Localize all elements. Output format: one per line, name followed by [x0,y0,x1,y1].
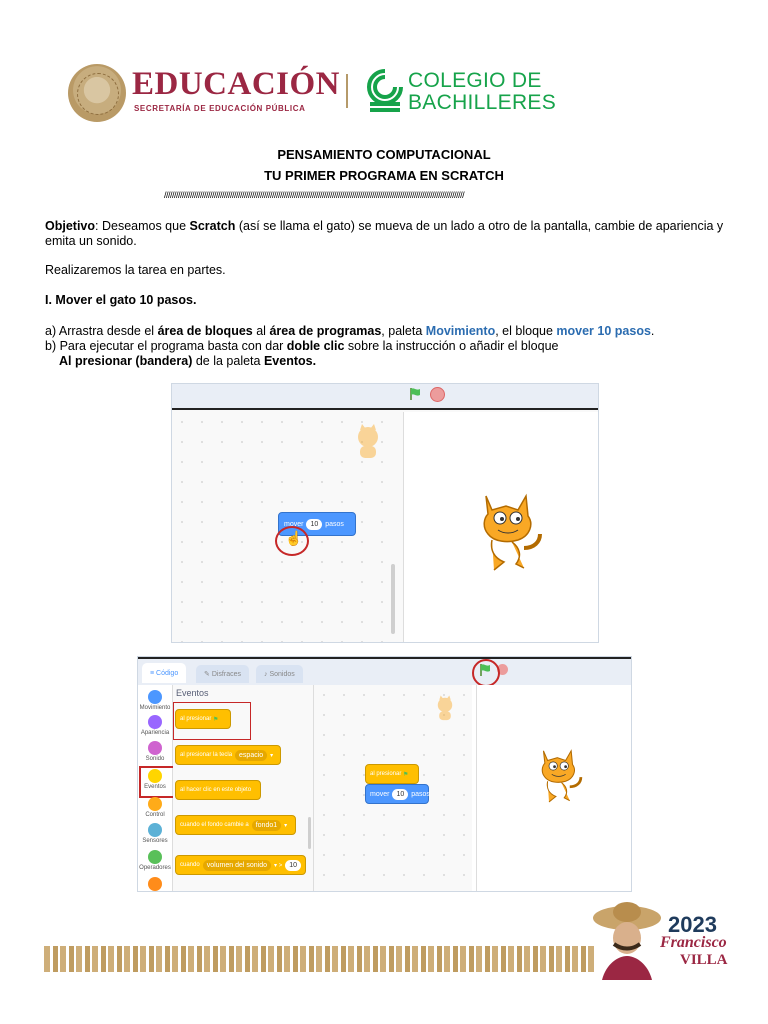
tab-sonidos[interactable]: ♪ Sonidos [256,665,303,683]
slash-separator: ////////////////////////////////////////////////////////////////////////////////////////////////////////////////////////////////////////////////////// [164,190,465,200]
tab-disfraces[interactable]: ✎ Disfraces [196,665,249,683]
event-block-fondo[interactable]: cuando el fondo cambie a fondo1 ▾ [175,815,296,835]
category-control-dot[interactable] [148,797,162,811]
script-hat-al-presionar[interactable]: al presionar ⚑ [365,764,419,784]
cat-sprite-thumb-icon [432,695,458,725]
flag-highlight-circle [472,659,500,687]
category-operadores-dot[interactable] [148,850,162,864]
eventos-highlight-box [139,766,177,798]
green-flag-icon[interactable] [408,387,422,401]
scratch-screenshot-1 [171,383,599,643]
bachilleres-line: BACHILLERES [408,91,557,114]
category-apariencia-dot[interactable] [148,715,162,729]
event-block-tecla[interactable]: al presionar la tecla espacio ▾ [175,745,281,765]
script-block-mover[interactable]: mover 10 pasos [365,784,429,804]
step-b: b) Para ejecutar el programa basta con dar doble clic sobre la instrucción o añadir el bloque Al presionar (bandera) de la paleta Eventos. [45,339,559,368]
event-block-clic-objeto[interactable]: al hacer clic en este objeto [175,780,261,800]
al-presionar-highlight-box [173,702,251,740]
category-sensores-dot[interactable] [148,823,162,837]
footer-francisco: Francisco [660,934,727,951]
category-label[interactable]: Sonido [145,756,165,762]
code-tab-icon: ≡ [150,669,157,677]
event-block-cuando[interactable]: cuando volumen del sonido ▾ > 10 [175,855,306,875]
educacion-logo-title: EDUCACIÓN [132,66,341,102]
speaker-icon: ♪ [264,670,270,678]
chevron-down-icon: ▾ [270,752,274,759]
chevron-down-icon: ▾ [284,822,288,829]
stage-header [172,384,598,410]
category-variables-dot[interactable] [148,877,162,891]
logo-divider [346,74,348,108]
footer-villa: VILLA [680,952,728,968]
category-label[interactable]: Operadores [139,865,171,871]
colegio-line: COLEGIO DE [408,69,542,92]
category-label[interactable]: Control [145,812,165,818]
scratch-screenshot-2 [137,656,632,892]
colegio-bachilleres-logo-icon [366,68,404,114]
category-sonido-dot[interactable] [148,741,162,755]
category-label[interactable]: Movimiento [139,705,171,711]
palette-title: Eventos [176,688,209,698]
cat-sprite-thumb-icon [350,424,386,464]
category-label[interactable]: Apariencia [140,730,170,736]
footer-year: 2023 [668,912,717,937]
step-a: a) Arrastra desde el área de bloques al área de programas, paleta Movimiento, el bloque mover 10 pasos. [45,324,655,338]
chevron-down-icon: ▾ > [274,862,283,869]
stop-icon[interactable] [430,387,445,402]
hand-cursor-icon: ☝ [285,530,303,546]
colegio-bachilleres-name [408,70,556,114]
government-seal-icon [68,64,126,122]
decorative-footer-band [44,946,594,972]
category-label[interactable]: Sensores [142,838,168,844]
category-movimiento-dot[interactable] [148,690,162,704]
green-flag-icon: ⚑ [401,771,409,778]
tab-codigo[interactable]: ≡ Código [142,663,186,683]
section-heading: I. Mover el gato 10 pasos. [45,293,197,307]
document-title: PENSAMIENTO COMPUTACIONAL [277,147,491,162]
document-subtitle: TU PRIMER PROGRAMA EN SCRATCH [264,168,504,183]
category-label[interactable]: Eventos [144,784,166,790]
scratch-cat-sprite-icon[interactable] [531,745,585,805]
scratch-cat-sprite-icon[interactable] [468,488,546,574]
palette-scrollbar[interactable] [308,817,311,849]
objetivo-label: Objetivo [45,219,96,233]
brush-icon: ✎ [204,671,212,678]
green-flag-icon: ⚑ [211,716,219,723]
block-mover-pasos[interactable]: mover 10 pasos [278,512,356,536]
realizaremos-text: Realizaremos la tarea en partes. [45,263,226,277]
educacion-logo-subtitle: SECRETARÍA DE EDUCACIÓN PÚBLICA [134,104,306,113]
event-block-al-presionar[interactable]: al presionar ⚑ [175,709,231,729]
francisco-villa-portrait-icon [592,900,662,980]
objective-paragraph: Objetivo: Deseamos que Scratch (así se llama el gato) se mueva de un lado a otro de la pantalla, cambie de apariencia y emita un sonido. [45,219,724,248]
code-scrollbar[interactable] [391,564,395,634]
